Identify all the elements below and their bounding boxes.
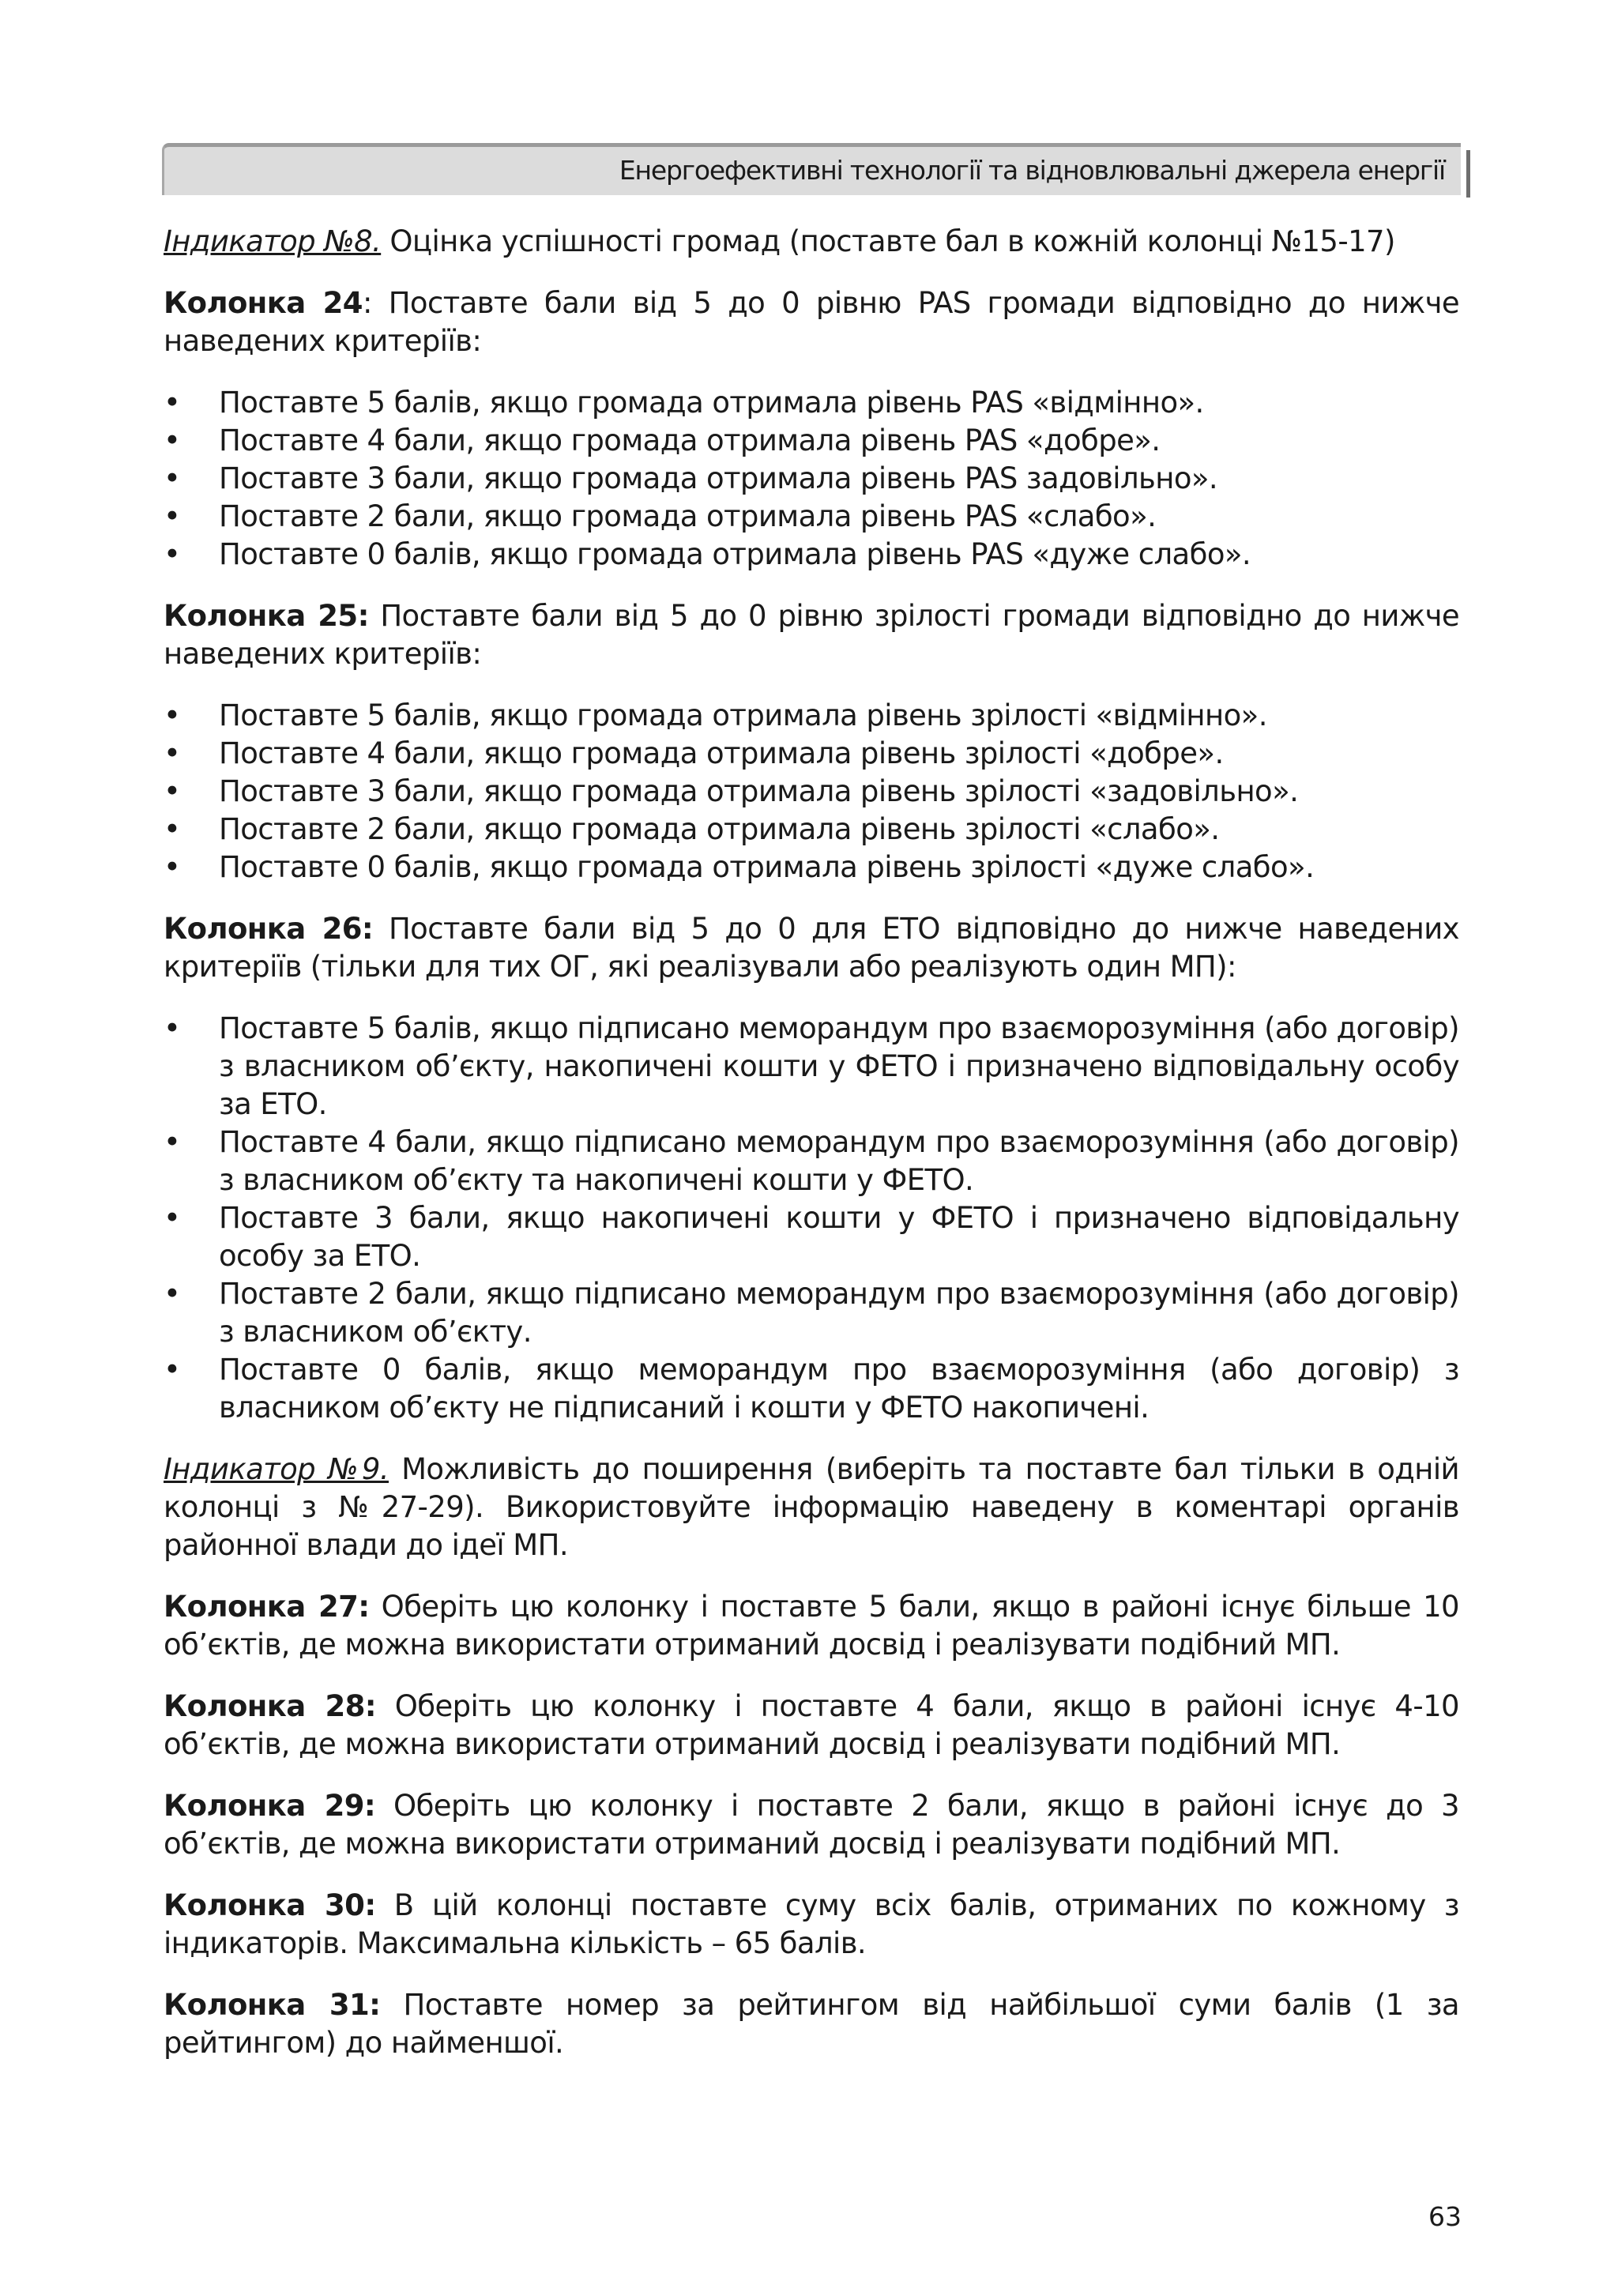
column-31-text: Поставте номер за рейтингом від найбільшої суми балів (1 за рейтингом) до найменшої. bbox=[164, 1988, 1459, 2060]
list-item: • Поставте 2 бали, якщо громада отримала рівень зрілості «слабо». bbox=[164, 811, 1459, 849]
bullet-icon: • bbox=[164, 812, 181, 846]
running-header-title: Енергоефективні технології та відновлювальні джерела енергії bbox=[619, 155, 1445, 186]
column-30-label: Колонка 30: bbox=[164, 1888, 376, 1922]
column-26-text: Поставте бали від 5 до 0 для ЕТО відповідно до нижче наведених критеріїв (тільки для тих ОГ, які реалізували або реалізують один МП): bbox=[164, 912, 1459, 984]
column-25-label: Колонка 25: bbox=[164, 599, 369, 633]
column-24-label: Колонка 24 bbox=[164, 286, 363, 320]
list-item: • Поставте 3 бали, якщо громада отримала рівень PAS задовільно». bbox=[164, 460, 1459, 498]
column-31-paragraph bbox=[164, 1986, 1459, 2062]
column-25-paragraph bbox=[164, 597, 1459, 673]
list-item: • Поставте 5 балів, якщо громада отримала рівень PAS «відмінно». bbox=[164, 384, 1459, 422]
page-number: 63 bbox=[1428, 2201, 1462, 2232]
bullet-icon: • bbox=[164, 1277, 181, 1311]
column-26-paragraph bbox=[164, 910, 1459, 986]
indicator-8-text: Оцінка успішності громад (поставте бал в кожній колонці №15-17) bbox=[381, 224, 1395, 258]
column-27-paragraph bbox=[164, 1588, 1459, 1664]
list-item: • Поставте 0 балів, якщо громада отримала рівень PAS «дуже слабо». bbox=[164, 536, 1459, 574]
list-item: • Поставте 0 балів, якщо меморандум про взаєморозуміння (або договір) з власником об’єкту не підписаний і кошти у ФЕТО накопичені. bbox=[164, 1353, 1459, 1425]
column-26-label: Колонка 26: bbox=[164, 912, 374, 946]
column-30-text: В цій колонці поставте суму всіх балів, отриманих по кожному з індикаторів. Максимальна кількість – 65 балів. bbox=[164, 1888, 1459, 1960]
column-27-text: Оберіть цю колонку і поставте 5 бали, якщо в районі існує більше 10 об’єктів, де можна використати отриманий досвід і реалізувати подібний МП. bbox=[164, 1590, 1459, 1662]
column-28-text: Оберіть цю колонку і поставте 4 бали, якщо в районі існує 4-10 об’єктів, де можна використати отриманий досвід і реалізувати подібний МП. bbox=[164, 1689, 1459, 1761]
list-item: • Поставте 5 балів, якщо підписано меморандум про взаєморозуміння (або договір) з власником об’єкту, накопичені кошти у ФЕТО і призначено відповідальну особу за ЕТО. bbox=[164, 1011, 1459, 1121]
list-item: • Поставте 5 балів, якщо громада отримала рівень зрілості «відмінно». bbox=[164, 697, 1459, 735]
column-28-paragraph bbox=[164, 1688, 1459, 1763]
indicator-8-label: Індикатор №8. bbox=[164, 224, 382, 258]
column-29-text: Оберіть цю колонку і поставте 2 бали, якщо в районі існує до 3 об’єктів, де можна використати отриманий досвід і реалізувати подібний МП. bbox=[164, 1789, 1459, 1861]
list-item: • Поставте 4 бали, якщо підписано меморандум про взаєморозуміння (або договір) з власником об’єкту та накопичені кошти у ФЕТО. bbox=[164, 1125, 1459, 1197]
bullet-icon: • bbox=[164, 461, 181, 495]
column-25-text: Поставте бали від 5 до 0 рівню зрілості громади відповідно до нижче наведених критеріїв: bbox=[164, 599, 1459, 671]
bullet-icon: • bbox=[164, 1125, 181, 1159]
indicator-9-paragraph bbox=[164, 1451, 1459, 1564]
bullet-icon: • bbox=[164, 1011, 181, 1045]
column-29-paragraph bbox=[164, 1787, 1459, 1863]
list-item: • Поставте 0 балів, якщо громада отримала рівень зрілості «дуже слабо». bbox=[164, 849, 1459, 886]
column-24-text: : Поставте бали від 5 до 0 рівню PAS громади відповідно до нижче наведених критеріїв: bbox=[164, 286, 1460, 358]
bullet-icon: • bbox=[164, 1353, 181, 1387]
list-item: • Поставте 4 бали, якщо громада отримала рівень зрілості «добре». bbox=[164, 735, 1459, 773]
bullet-icon: • bbox=[164, 698, 181, 732]
bullet-icon: • bbox=[164, 736, 181, 770]
list-item: • Поставте 4 бали, якщо громада отримала рівень PAS «добре». bbox=[164, 422, 1459, 460]
column-30-paragraph bbox=[164, 1887, 1459, 1963]
column-27-label: Колонка 27: bbox=[164, 1590, 370, 1624]
list-item: • Поставте 2 бали, якщо підписано меморандум про взаєморозуміння (або договір) з власником об’єкту. bbox=[164, 1277, 1459, 1349]
column-25-criteria-list bbox=[164, 697, 1459, 886]
column-26-criteria-list bbox=[164, 1010, 1459, 1427]
column-24-criteria-list bbox=[164, 384, 1459, 574]
bullet-icon: • bbox=[164, 537, 181, 571]
indicator-9-text: Можливість до поширення (виберіть та поставте бал тільки в одній колонці з №27-29). Використовуйте інформацію наведену в коментарі органів районної влади до ідеї МП. bbox=[164, 1452, 1459, 1562]
bullet-icon: • bbox=[164, 386, 181, 420]
indicator-9-label: Індикатор №9. bbox=[164, 1452, 389, 1486]
column-29-label: Колонка 29: bbox=[164, 1789, 376, 1823]
running-header bbox=[162, 143, 1461, 195]
column-31-label: Колонка 31: bbox=[164, 1988, 381, 2022]
bullet-icon: • bbox=[164, 423, 181, 457]
bullet-icon: • bbox=[164, 850, 181, 884]
list-item: • Поставте 3 бали, якщо накопичені кошти у ФЕТО і призначено відповідальну особу за ЕТО. bbox=[164, 1201, 1459, 1273]
bullet-icon: • bbox=[164, 499, 181, 533]
bullet-icon: • bbox=[164, 774, 181, 808]
column-24-paragraph bbox=[164, 284, 1459, 360]
indicator-8-paragraph bbox=[164, 223, 1459, 261]
column-28-label: Колонка 28: bbox=[164, 1689, 376, 1723]
bullet-icon: • bbox=[164, 1201, 181, 1235]
page-content bbox=[164, 223, 1459, 2086]
list-item: • Поставте 3 бали, якщо громада отримала рівень зрілості «задовільно». bbox=[164, 773, 1459, 811]
list-item: • Поставте 2 бали, якщо громада отримала рівень PAS «слабо». bbox=[164, 498, 1459, 536]
